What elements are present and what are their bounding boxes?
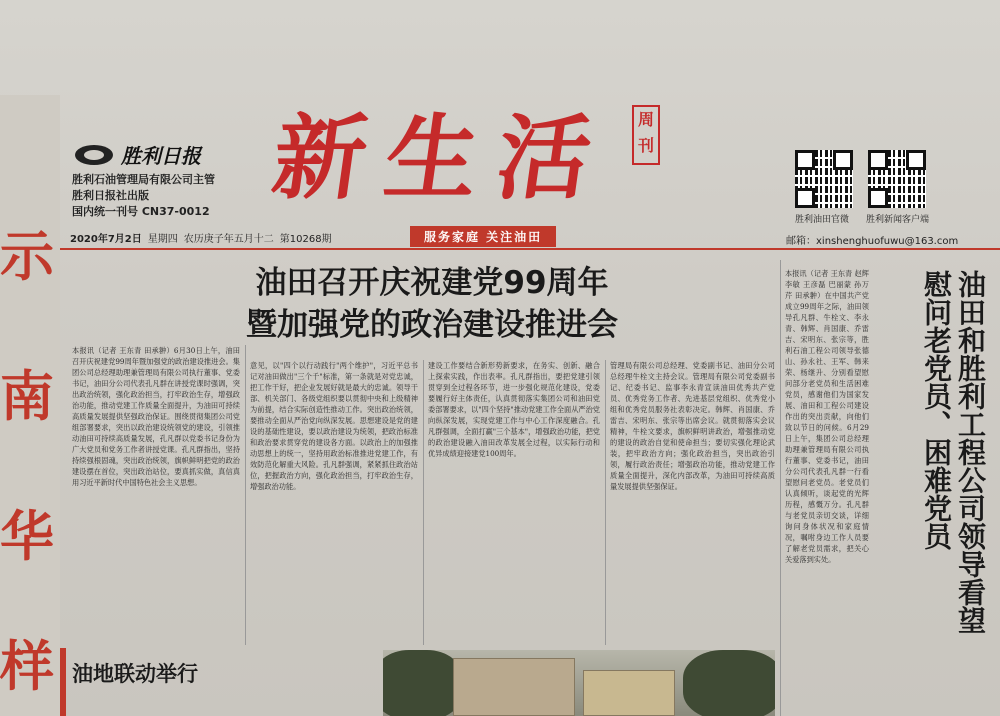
photo-tree bbox=[683, 650, 775, 716]
issue-date: 2020年7月2日 bbox=[70, 234, 142, 245]
column-divider bbox=[423, 360, 424, 645]
news-photo bbox=[383, 650, 775, 716]
publisher-info bbox=[72, 172, 215, 220]
column-divider bbox=[780, 260, 781, 716]
publisher-logo bbox=[75, 140, 201, 169]
left-strip-char: 南 bbox=[0, 365, 54, 428]
photo-building bbox=[583, 670, 675, 716]
bottom-headline: 油地联动举行 bbox=[72, 662, 198, 686]
logo-mark-icon bbox=[75, 145, 113, 165]
publisher-line: 胜利石油管理局有限公司主管 bbox=[72, 173, 215, 186]
article-column: 管理局有限公司总经理、党委副书记、油田分公司总经理牛栓文主持会议。管理局有限公司党委副书记、纪委书记、监事李永青宣读油田优秀共产党员、优秀党务工作者、先进基层党组织、优秀党小组和优秀党员服务社表彰决定。韩辉、肖国康、乔雷吉、宋明东、张宗等出席会议。就贯彻落实会议精神，牛栓文要求，旗帜鲜明讲政治，增强推动党的建设的政治自觉和使命担当；要切实强化理论武装，把牢政治方向；强化政治担当，突出政治引领，履行政治责任；增强政治功能，推动党建工作质量全面提升，深化内部改革，为油田可持续高质量发展提供坚强保证。 bbox=[610, 361, 775, 491]
main-headline bbox=[172, 262, 692, 346]
side-headline: 油田和胜利工程公司领导看望慰问老党员、困难党员 bbox=[920, 270, 987, 634]
weekly-badge: 周刊 bbox=[632, 105, 660, 165]
left-strip-char: 示 bbox=[0, 225, 54, 288]
left-strip-char: 样 bbox=[0, 635, 54, 698]
slogan-banner: 服务家庭 关注油田 bbox=[410, 226, 556, 247]
lunar-date: 农历庚子年五月十二 bbox=[183, 234, 274, 245]
dateline bbox=[70, 230, 332, 245]
logo-text: 胜利日报 bbox=[121, 144, 201, 168]
adjacent-page-strip bbox=[0, 95, 60, 716]
article-column: 意见，以"四个以行动践行"两个维护"，习近平总书记对油田做出"三个千"标准，第一条就是对党忠诚，把工作干好，把企业发展好就是最大的忠诚。领导干部、机关部门、各级党组织要以贯彻中央和上级精神为前提，结合实际创造性推动工作。突出政治统领，要推动全面从严治党向纵深发展。思想建设是党的建设的基础性建设，要以政治建设为统领，把政治标准和政治要求贯穿党的建设各方面。以政治上的加强推动思想上的统一，坚持用政治标准推进党建工作，有效防范化解重大风险。孔凡群强调，紧紧抓住政治站位，把握政治方向，强化政治担当，打牢政治生存，增强政治功能。 bbox=[250, 361, 418, 491]
photo-building bbox=[453, 658, 575, 716]
qr-caption: 胜利新闻客户端 bbox=[866, 215, 930, 225]
header-rule bbox=[60, 248, 1000, 250]
article-column: 本报讯（记者 王东青 田承翀）6月30日上午，油田召开庆祝建党99周年暨加强党的政治建设推进会。集团公司总经理助理兼管理局有限公司执行董事、党委书记，油田分公司代表孔凡群在讲授党课时强调，突出政治统领，强化政治担当，打牢政治生存，增强政治功能，推动党建工作质量全面提升，为油田可持续高质量发展提供坚强政治保证。围绕贯彻集团公司党组部署要求，突出以政治建设统领党的建设，引领推动油田可持续高质量发展，孔凡群以党委书记身份为广大党员和党务工作者讲授党课。孔凡群指出，坚持持续强根固魂，突出政治统领，旗帜鲜明把党的政治建设摆在首位，突出政治站位，要真抓实做，真信真用习近平新时代中国特色社会主义思想。 bbox=[72, 346, 240, 487]
column-divider bbox=[605, 360, 606, 645]
headline-line: 油田召开庆祝建党99周年 bbox=[255, 265, 609, 301]
masthead-title: 新生活 bbox=[266, 104, 618, 212]
photo-tree bbox=[383, 650, 463, 716]
qr-code-icon bbox=[868, 150, 926, 208]
qr-code-icon bbox=[795, 150, 853, 208]
column-divider bbox=[245, 345, 246, 645]
side-article-body: 本报讯（记者 王东青 赵辉 李敏 王彦磊 巴丽蒙 孙万芹 田承翀）在中国共产党成立99周年之际，油田领导孔凡群、牛栓文、李永青、韩辉、肖国康、乔雷吉、宋明东、张宗等，胜利石油工程公司领导张德山、孙永社、王军、韩来荣、杨继升、分别看望慰问部分老党员和生活困难党员，感谢他们为国家发展、油田和工程公司建设作出的突出贡献，向他们致以节日的问候。6月29日上午，集团公司总经理助理兼管理局有限公司执行董事、党委书记，油田分公司代表孔凡群一行看望慰问老党员。老党员们认真倾听，谈起党的光辉历程，感慨万分。孔凡群与老党员亲切交谈，详细询问身体状况和家庭情况，嘱咐身边工作人员要了解老党员需求，把关心关爱落到实处。 bbox=[785, 269, 869, 564]
weekday: 星期四 bbox=[147, 234, 178, 245]
qr-caption: 胜利油田官微 bbox=[795, 215, 850, 225]
publisher-line: 国内统一刊号 CN37-0012 bbox=[72, 205, 210, 218]
issue-number: 第10268期 bbox=[279, 234, 332, 245]
headline-line: 暨加强党的政治建设推进会 bbox=[246, 307, 618, 343]
contact-email: 邮箱：xinshenghuofuwu@163.com bbox=[786, 236, 959, 247]
section-marker bbox=[60, 648, 66, 716]
publisher-line: 胜利日报社出版 bbox=[72, 189, 149, 202]
article-column: 建设工作要结合新形势新要求，在务实、创新、融合上探索实践，作出表率。孔凡群指出，要把党建引领贯穿到全过程各环节，进一步强化规范化建设，党委要履行好主体责任，认真贯彻落实集团公司和油田党委部署要求，以"四个坚持"推动党建工作全面从严治党向纵深发展，实现党建工作与中心工作深度融合。孔凡群强调，全面打赢"三个基本"，增强政治功能，把党的政治建设融入油田改革发展全过程，以实际行动和优异成绩迎接建党100周年。 bbox=[428, 361, 600, 458]
left-strip-char: 华 bbox=[0, 505, 54, 568]
